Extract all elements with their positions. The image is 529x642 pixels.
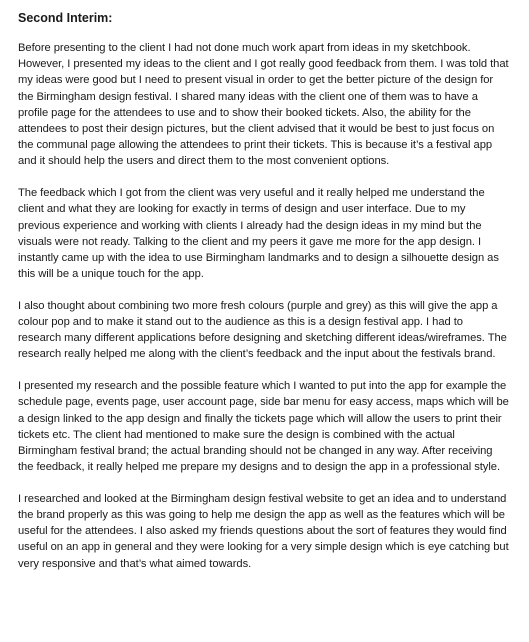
paragraph-5: I researched and looked at the Birmingham design festival website to get an idea and to understand the brand properly as this was going to help me design the app as well as the features which will be useful for the attendees. I also asked my friends questions about the sort of features they would find useful on an app in general and they were looking for a very simple design which is eye catching but very responsive and that’s what aimed towards. bbox=[18, 492, 509, 570]
paragraph-2: The feedback which I got from the client was very useful and it really helped me understand the client and what they are looking for exactly in terms of design and user interface. Due to my previous experience and working with clients I already had the design ideas in my mind but the visuals were not ready. Talking to the client and my peers it gave me more for the app design. I instantly came up with the idea to use Birmingham landmarks and to design a silhouette design as this will be a unique touch for the app. bbox=[18, 187, 499, 281]
paragraph-4: I presented my research and the possible feature which I wanted to put into the app for example the schedule page, events page, user account page, side bar menu for easy access, maps which will be a design linked to the app design and finally the tickets page which will allow the users to print their tickets etc. The client had mentioned to make sure the design is combined with the actual Birmingham festival brand; the actual branding should not be changed in any way. After receiving the feedback, it really helped me prepare my designs and to design the app in a professional style. bbox=[18, 380, 509, 474]
paragraph-1: Before presenting to the client I had not done much work apart from ideas in my sketchbook. However, I presented my ideas to the client and I got really good feedback from them. I was told that my ideas were good but I need to present visual in order to get the better picture of the design for the Birmingham design festival. I shared many ideas with the client one of them was to have a profile page for the attendees to use and to show their booked tickets. Also, the ability for the attendees to post their design pictures, but the client advised that it would be best to just focus on the communal page allowing the attendees to print their tickets. This is because it’s a festival app and it should help the users and direct them to the most convenient options. bbox=[18, 42, 509, 168]
section-heading: Second Interim: bbox=[18, 11, 113, 25]
paragraph-3: I also thought about combining two more fresh colours (purple and grey) as this will give the app a colour pop and to make it stand out to the audience as this is a design festival app. I had to research many different applications before designing and sketching different ideas/wireframes. The research really helped me along with the client’s feedback and the input about the festivals brand. bbox=[18, 299, 507, 361]
